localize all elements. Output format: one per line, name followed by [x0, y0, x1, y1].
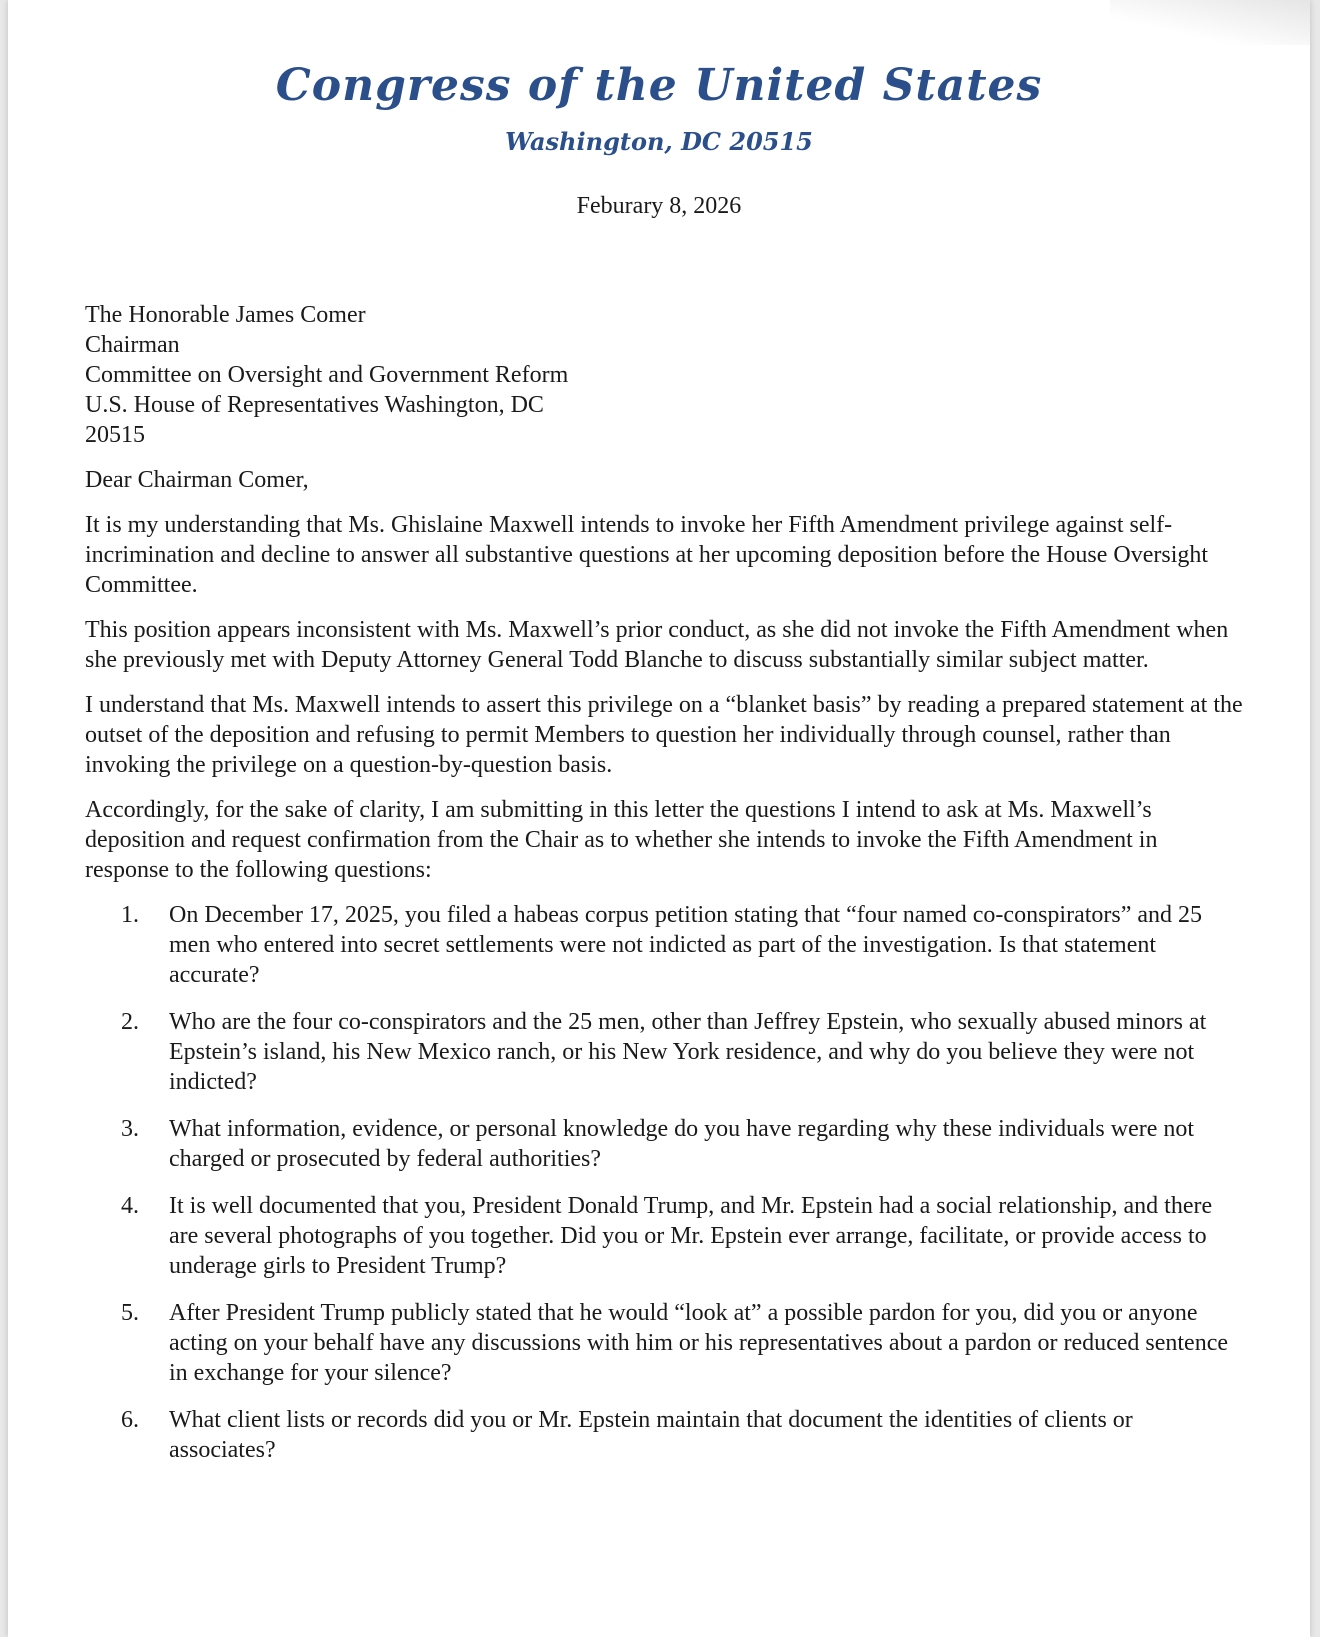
- salutation: Dear Chairman Comer,: [85, 467, 309, 493]
- recipient-address: [85, 300, 1245, 450]
- question-text: What client lists or records did you or Mr. Epstein maintain that document the identities of clients or associates?: [169, 1407, 1133, 1463]
- question-list: [85, 900, 1245, 1465]
- page-corner-shadow: [1110, 0, 1310, 45]
- question-text: Who are the four co-conspirators and the 25 men, other than Jeffrey Epstein, who sexually abused minors at Epstein’s island, his New Mexico ranch, or his New York residence, and why do you believe they were not indicted?: [169, 1009, 1207, 1095]
- question-number: 2.: [121, 1009, 139, 1035]
- question-item: [85, 1405, 1245, 1465]
- question-item: [85, 1191, 1245, 1281]
- question-item: [85, 900, 1245, 990]
- question-text: On December 17, 2025, you filed a habeas corpus petition stating that “four named co-conspirators” and 25 men who entered into secret settlements were not indicted as part of the investigation. Is that statement accurate?: [169, 902, 1203, 988]
- recipient-line: The Honorable James Comer: [85, 302, 366, 328]
- recipient-line: U.S. House of Representatives Washington, DC: [85, 392, 544, 418]
- paragraph: This position appears inconsistent with Ms. Maxwell’s prior conduct, as she did not invoke the Fifth Amendment when she previously met with Deputy Attorney General Todd Blanche to discuss substantially similar subject matter.: [85, 617, 1229, 673]
- recipient-line: Committee on Oversight and Government Reform: [85, 362, 569, 388]
- question-number: 5.: [121, 1300, 139, 1326]
- recipient-line: 20515: [85, 422, 145, 448]
- paragraph: Accordingly, for the sake of clarity, I am submitting in this letter the questions I intend to ask at Ms. Maxwell’s deposition and request confirmation from the Chair as to whether she intends to invoke the Fifth Amendment in response to the following questions:: [85, 797, 1158, 883]
- recipient-line: Chairman: [85, 332, 180, 358]
- question-text: What information, evidence, or personal knowledge do you have regarding why these individuals were not charged or prosecuted by federal authorities?: [169, 1116, 1195, 1172]
- letterhead-title: Congress of the United States: [275, 60, 1043, 111]
- question-item: [85, 1298, 1245, 1388]
- paragraph: It is my understanding that Ms. Ghislaine Maxwell intends to invoke her Fifth Amendment privilege against self-incrimination and decline to answer all substantive questions at her upcoming deposition before the House Oversight Committee.: [85, 512, 1209, 598]
- question-text: After President Trump publicly stated that he would “look at” a possible pardon for you, did you or anyone acting on your behalf have any discussions with him or his representatives about a pardon or reduced sentence in exchange for your silence?: [169, 1300, 1229, 1386]
- letter-page: [8, 0, 1310, 1637]
- paragraph: I understand that Ms. Maxwell intends to assert this privilege on a “blanket basis” by reading a prepared statement at the outset of the deposition and refusing to permit Members to question her individually through counsel, rather than invoking the privilege on a question-by-question basis.: [85, 692, 1243, 778]
- question-text: It is well documented that you, President Donald Trump, and Mr. Epstein had a social relationship, and there are several photographs of you together. Did you or Mr. Epstein ever arrange, facilitate, or provide access to underage girls to President Trump?: [169, 1193, 1213, 1279]
- question-number: 6.: [121, 1407, 139, 1433]
- question-number: 1.: [121, 902, 139, 928]
- letterhead-location: Washington, DC 20515: [505, 127, 813, 156]
- letter-body: [85, 300, 1245, 1482]
- letter-date: Feburary 8, 2026: [576, 193, 742, 219]
- question-item: [85, 1007, 1245, 1097]
- question-number: 4.: [121, 1193, 139, 1219]
- question-number: 3.: [121, 1116, 139, 1142]
- question-item: [85, 1114, 1245, 1174]
